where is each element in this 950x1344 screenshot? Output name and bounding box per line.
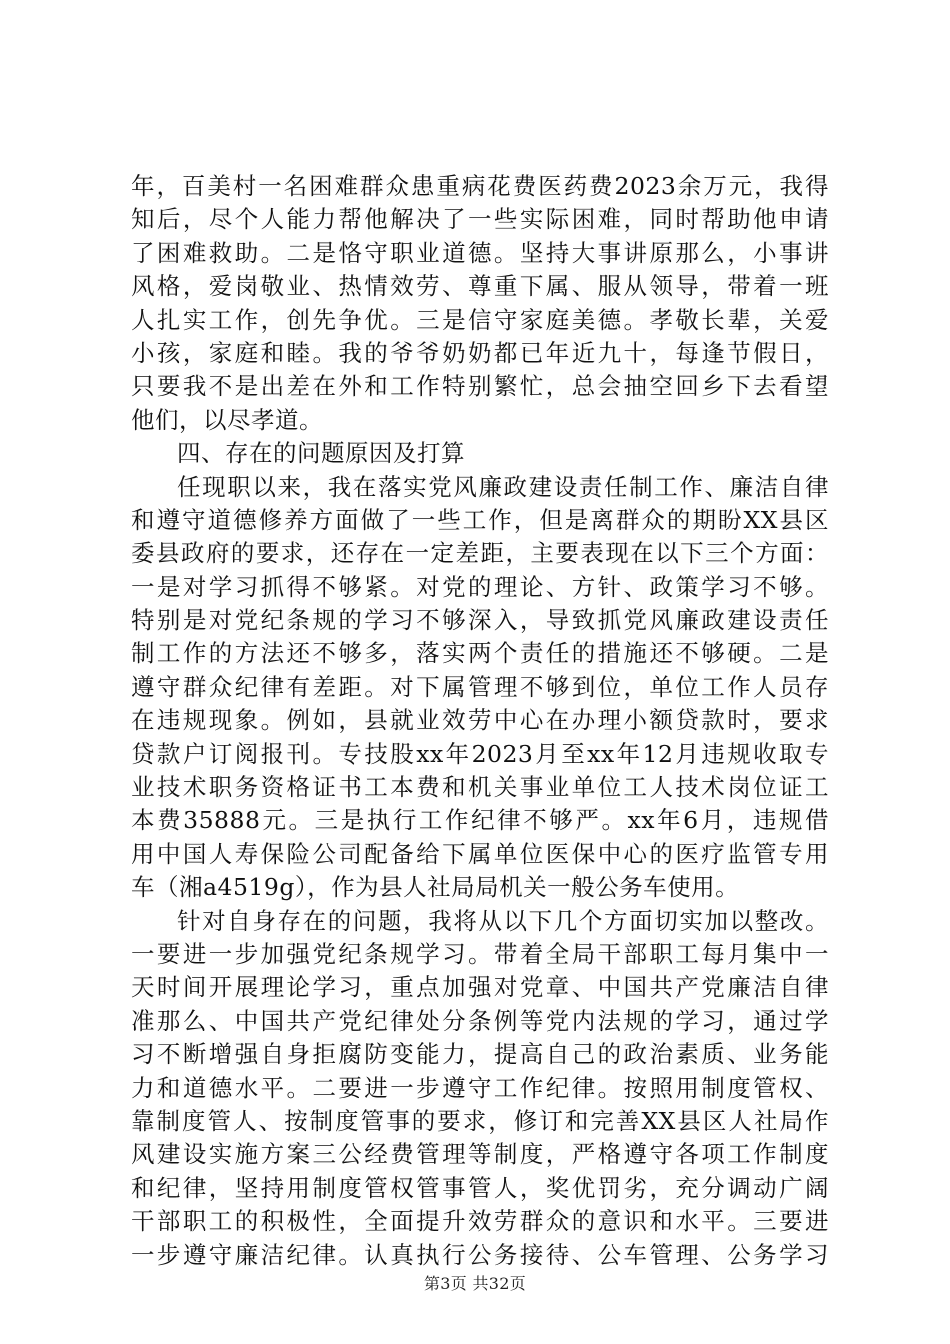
text-line: 特别是对党纪条规的学习不够深入，导致抓党风廉政建设责任 bbox=[131, 606, 829, 635]
page-number-footer: 第3页 共32页 bbox=[423, 1274, 527, 1293]
text-line: 风格，爱岗敬业、热情效劳、尊重下属、服从领导，带着一班 bbox=[131, 272, 829, 301]
text-line: 委县政府的要求，还存在一定差距，主要表现在以下三个方面： bbox=[131, 539, 829, 568]
text-line: 贷款户订阅报刊。专技股xx年2023月至xx年12月违规收取专 bbox=[131, 739, 829, 768]
text-line: 在违规现象。例如，县就业效劳中心在办理小额贷款时，要求 bbox=[131, 706, 829, 735]
text-line: 人扎实工作，创先争优。三是信守家庭美德。孝敬长辈，关爱 bbox=[131, 305, 829, 334]
text-line: 风建设实施方案三公经费管理等制度，严格遵守各项工作制度 bbox=[131, 1140, 829, 1169]
text-line: 遵守群众纪律有差距。对下属管理不够到位，单位工作人员存 bbox=[131, 672, 829, 701]
text-line: 制工作的方法还不够多，落实两个责任的措施还不够硬。二是 bbox=[131, 639, 829, 668]
text-line: 和纪律，坚持用制度管权管事管人，奖优罚劣，充分调动广阔 bbox=[131, 1173, 829, 1202]
text-line: 干部职工的积极性，全面提升效劳群众的意识和水平。三要进 bbox=[131, 1207, 829, 1236]
text-line: 和遵守道德修养方面做了一些工作，但是离群众的期盼XX县区 bbox=[131, 505, 829, 534]
text-line: 一步遵守廉洁纪律。认真执行公务接待、公车管理、公务学习 bbox=[131, 1240, 829, 1269]
text-line: 一是对学习抓得不够紧。对党的理论、方针、政策学习不够。 bbox=[131, 572, 829, 601]
text-line: 用中国人寿保险公司配备给下属单位医保中心的医疗监管专用 bbox=[131, 839, 829, 868]
text-line: 车（湘a4519g），作为县人社局局机关一般公务车使用。 bbox=[131, 873, 740, 902]
text-line: 了困难救助。二是恪守职业道德。坚持大事讲原那么，小事讲 bbox=[131, 238, 829, 267]
text-line: 本费35888元。三是执行工作纪律不够严。xx年6月，违规借 bbox=[131, 806, 829, 835]
text-line: 知后，尽个人能力帮他解决了一些实际困难，同时帮助他申请 bbox=[131, 205, 829, 234]
text-line: 靠制度管人、按制度管事的要求，修订和完善XX县区人社局作 bbox=[131, 1106, 829, 1135]
text-line: 业技术职务资格证书工本费和机关事业单位工人技术岗位证工 bbox=[131, 773, 829, 802]
text-line: 准那么、中国共产党纪律处分条例等党内法规的学习，通过学 bbox=[131, 1006, 829, 1035]
text-line: 力和道德水平。二要进一步遵守工作纪律。按照用制度管权、 bbox=[131, 1073, 829, 1102]
text-line: 任现职以来，我在落实党风廉政建设责任制工作、廉洁自律 bbox=[177, 472, 829, 501]
text-line: 习不断增强自身拒腐防变能力，提高自己的政治素质、业务能 bbox=[131, 1040, 829, 1069]
section-heading: 四、存在的问题原因及打算 bbox=[177, 439, 465, 468]
text-line: 一要进一步加强党纪条规学习。带着全局干部职工每月集中一 bbox=[131, 939, 829, 968]
body-text bbox=[131, 170, 829, 1272]
text-line: 小孩，家庭和睦。我的爷爷奶奶都已年近九十，每逢节假日， bbox=[131, 338, 829, 367]
text-line: 针对自身存在的问题，我将从以下几个方面切实加以整改。 bbox=[177, 906, 829, 935]
text-line: 只要我不是出差在外和工作特别繁忙，总会抽空回乡下去看望 bbox=[131, 372, 829, 401]
text-line: 天时间开展理论学习，重点加强对党章、中国共产党廉洁自律 bbox=[131, 973, 829, 1002]
text-line: 他们，以尽孝道。 bbox=[131, 405, 323, 434]
text-line: 年，百美村一名困难群众患重病花费医药费2023余万元，我得 bbox=[131, 172, 829, 200]
